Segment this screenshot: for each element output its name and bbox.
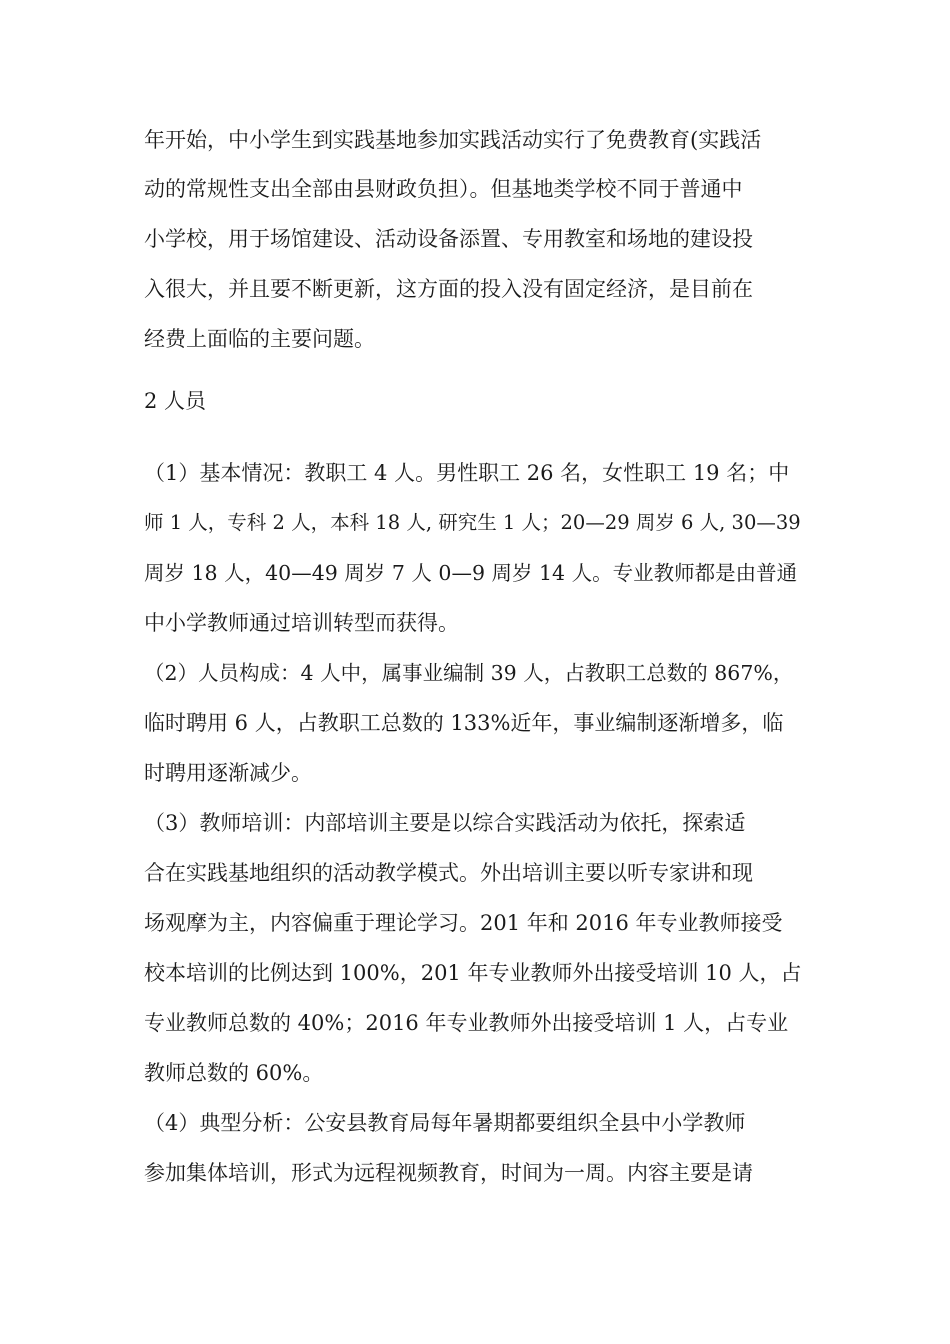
text-line: 参加集体培训，形式为远程视频教育，时间为一周。内容主要是请: [144, 1161, 753, 1185]
text-line: 小学校，用于场馆建设、活动设备添置、专用教室和场地的建设投: [144, 227, 753, 251]
text-line: 经费上面临的主要问题。: [144, 327, 375, 351]
text-line: 年开始，中小学生到实践基地参加实践活动实行了免费教育(实践活: [144, 128, 762, 152]
text-line: （4）典型分析：公安县教育局每年暑期都要组织全县中小学教师: [144, 1111, 746, 1135]
text-line: （3）教师培训：内部培训主要是以综合实践活动为依托，探索适: [144, 811, 746, 835]
text-line: 中小学教师通过培训转型而获得。: [144, 611, 459, 635]
text-line: 教师总数的 60%。: [144, 1061, 324, 1085]
section-heading: 2 人员: [144, 389, 207, 413]
text-line: 入很大，并且要不断更新，这方面的投入没有固定经济，是目前在: [144, 277, 753, 301]
text-line: 场观摩为主，内容偏重于理论学习。201 年和 2016 年专业教师接受: [144, 911, 783, 935]
text-line: 校本培训的比例达到 100%，201 年专业教师外出接受培训 10 人，占: [144, 961, 802, 985]
text-line: 合在实践基地组织的活动教学模式。外出培训主要以听专家讲和现: [144, 861, 753, 885]
text-line: 专业教师总数的 40%；2016 年专业教师外出接受培训 1 人，占专业: [144, 1011, 789, 1035]
text-line: 动的常规性支出全部由县财政负担）。但基地类学校不同于普通中: [144, 177, 743, 201]
text-line: 时聘用逐渐减少。: [144, 761, 312, 785]
text-line: 周岁 18 人，40—49 周岁 7 人 0—9 周岁 14 人。专业教师都是由普通: [144, 561, 798, 585]
text-line: （2）人员构成：4 人中，属事业编制 39 人，占教职工总数的 867%，: [144, 661, 794, 685]
text-line: （1）基本情况：教职工 4 人。男性职工 26 名，女性职工 19 名；中: [144, 461, 790, 485]
text-line: 临时聘用 6 人，占教职工总数的 133%近年，事业编制逐渐增多，临: [144, 711, 784, 735]
text-line: 师 1 人，专科 2 人，本科 18 人, 研究生 1 人；20—29 周岁 6 人, 30—39: [144, 511, 801, 534]
